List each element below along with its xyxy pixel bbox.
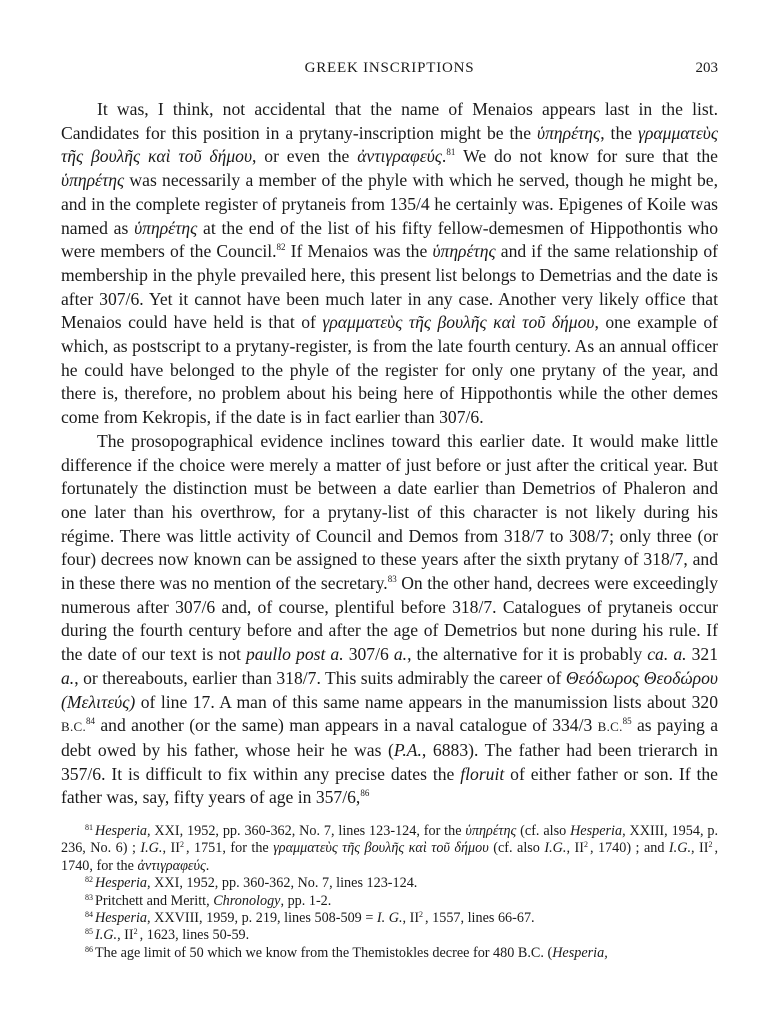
text-run: , or even the [252,146,358,167]
era-abbreviation: B.C. [61,719,87,735]
corpus-abbrev: I.G. [95,927,118,944]
text-run: , 1751, for the [185,840,274,857]
book-title: Chronology [213,892,281,909]
superscript: 2 [419,910,424,920]
footnote-number: 85 [85,927,93,937]
text-run: , the [600,122,639,143]
footnote-81 [61,823,718,875]
footnote-number: 83 [85,892,93,902]
text-run: , II [402,910,420,927]
citation-abbrev: P.A. [393,739,422,760]
text-run: , XXIII, 1954, p. 236, No. 6) ; [61,823,718,857]
text-run: of either father or son. If the father was, say, fifty years of age in 357/6, [61,763,718,808]
greek-term: γραμματεὺς τῆς βουλῆς καὶ τοῦ δήμου [273,840,489,857]
footnote-ref-81[interactable]: 81 [446,147,456,158]
text-run: was necessarily a member of the phyle with which he served, though he might be, and in the complete register of prytaneis from 135/4 he certainly was. Epigenes of Koile was named as [61,170,718,238]
greek-term: ὑπηρέτης [61,170,125,191]
footnotes [61,823,718,962]
text-run: . [205,857,210,874]
text-run: It was, I think, not accidental that the name of Menaios appears last in the list. Candidates for this position in a prytany-inscription might be the [61,99,718,143]
text-run: at the end of the list of his fifty fellow-demesmen of Hippothontis who were members of the Council. [61,217,718,262]
footnote-83 [61,893,718,910]
superscript: 2 [179,840,184,850]
footnote-number: 82 [85,875,93,885]
text-run: , II [162,840,180,857]
greek-term: ὑπηρέτης [537,122,601,143]
footnote-85 [61,927,718,944]
text-run: , 1740, for the [61,840,719,874]
text-run: Pritchett and Meritt, [95,892,214,909]
body-paragraph-1 [61,98,718,430]
journal-title: Hesperia, [552,944,608,961]
superscript: 2 [133,927,138,937]
text-run: , 6883). The father had been trierarch in 357/6. It is difficult to fix within any precise dates the [61,739,718,784]
latin-phrase: paullo post a. [246,644,344,665]
text-run: , XXI, 1952, pp. 360-362, No. 7, lines 123-124, for the [147,823,466,839]
footnote-84 [61,910,718,927]
footnote-82 [61,875,718,892]
superscript: 2 [708,840,713,850]
text-run: On the other hand, decrees were exceedingly numerous after 307/6 and, of course, plentiful before 318/7. Catalogues of prytaneis occur during the fourth century before and after the age of Demetrios but none during his rule. If the date of our text is not [61,573,718,665]
footnote-number: 84 [85,910,93,920]
text-run: and if the same relationship of membership in the phyle prevailed here, this present list belongs to Demetrias and the date is after 307/6. Yet it cannot have been much later in any case. Another very likely office that Menaios could have held is that of [61,241,719,333]
journal-title: Hesperia [570,823,623,839]
text-run: of line 17. A man of this same name appears in the manumission lists about 320 [135,691,718,712]
text-run: The prosopographical evidence inclines toward this earlier date. It would make little difference if the choice were merely a matter of just before or just after the critical year. But fortunately the distinction must be between a date earlier than Demetrios of Phaleron and one later than his overthrow, for a prytany-list of this character is not likely during his régime. There was little activity of Council and Demos from 318/7 to 308/7; only three (or four) decrees now known can be assigned to these years after the sixth prytany of 318/7, and in these there was no mention of the secretary. [61,430,718,594]
text-run: and another (or the same) man appears in a naval catalogue of 334/3 [95,715,598,736]
greek-term: γραμματεὺς τῆς βουλῆς καὶ τοῦ δήμου [61,122,718,167]
corpus-abbrev: I.G. [544,840,567,857]
footnote-ref-85[interactable]: 85 [622,716,632,727]
era-abbreviation: B.C. [597,719,623,735]
page [61,60,719,961]
text-run: , XXVIII, 1959, p. 219, lines 508-509 = [147,910,377,927]
journal-title: Hesperia [95,823,148,839]
latin-phrase: ca. a. [647,644,687,665]
greek-name: Θεόδωρος Θεοδώρου (Μελιτεύς) [61,667,718,712]
journal-title: Hesperia [95,910,148,927]
greek-term: ὑπηρέτης [134,217,198,238]
text-run: , 1557, lines 66-67. [425,910,535,927]
text-run: (cf. also [488,840,545,857]
text-run: , pp. 1-2. [280,892,332,909]
superscript: 2 [583,840,588,850]
running-title: GREEK INSCRIPTIONS [304,60,475,76]
body-paragraph-2 [61,430,718,810]
page-number: 203 [695,60,718,76]
footnote-ref-82[interactable]: 82 [276,242,286,253]
latin-phrase: a. [393,644,408,665]
text-run: 321 [686,644,718,665]
greek-term: γραμματεὺς τῆς βουλῆς καὶ τοῦ δήμου [322,312,595,333]
text-run: , XXI, 1952, pp. 360-362, No. 7, lines 123-124. [147,875,418,892]
footnote-86 [61,945,718,962]
footnote-number: 86 [85,944,93,954]
latin-term: floruit [460,763,505,784]
corpus-abbrev: I.G. [140,840,163,857]
footnote-ref-86[interactable]: 86 [360,788,370,799]
text-run: , II [691,840,709,857]
footnote-ref-84[interactable]: 84 [86,716,96,727]
text-run: The age limit of 50 which we know from the Themistokles decree for 480 B.C. ( [95,944,553,961]
text-run: 307/6 [343,644,394,665]
greek-term: ὑπηρέτης [465,823,517,839]
corpus-abbrev: I. G. [376,910,403,927]
text-run: , 1740) ; and [589,840,669,857]
text-run: If Menaios was the [285,241,433,262]
text-run: as paying a debt owed by his father, whose heir he was ( [61,715,718,760]
greek-term: ἀντιγραφεύς [137,857,206,874]
corpus-abbrev: I.G. [668,840,691,857]
latin-phrase: a. [61,667,75,688]
greek-term: ὑπηρέτης [432,241,496,262]
journal-title: Hesperia [95,875,148,892]
text-run: , the alternative for it is probably [407,644,648,665]
text-run: , one example of which, as postscript to a prytany-register, is from the late fourth century. As an annual officer he could have belonged to the phyle of the register for only one prytany of the year, and there is, therefore, no problem about his being here of Hippothontis while the other demes come from Kekropis, if the date is in fact earlier than 307/6. [61,312,718,428]
text-run: , 1623, lines 50-59. [139,927,250,944]
text-run: We do not know for sure that the [455,146,718,167]
page-header [61,60,718,86]
text-run: , II [117,927,134,944]
text-run: , or thereabouts, earlier than 318/7. This suits admirably the career of [74,667,566,688]
text-run: . [441,146,447,167]
text-run: (cf. also [516,823,571,839]
footnote-number: 81 [85,823,93,832]
text-run: , II [566,840,584,857]
greek-term: ἀντιγραφεύς [357,146,442,167]
footnote-ref-83[interactable]: 83 [387,574,397,585]
